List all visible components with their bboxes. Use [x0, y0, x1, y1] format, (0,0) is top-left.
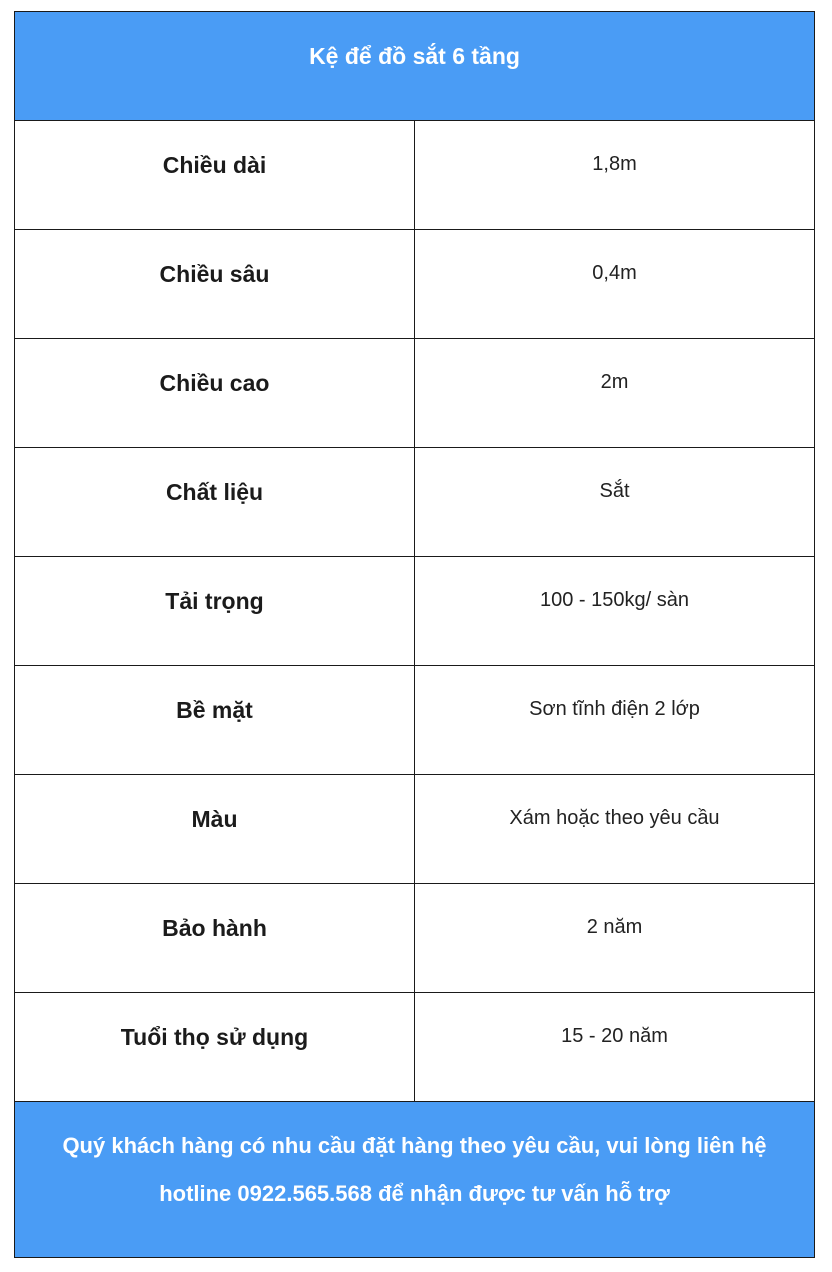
table-row	[15, 993, 815, 1102]
spec-label: Bảo hành	[162, 915, 267, 941]
spec-label-cell	[15, 230, 415, 339]
spec-value-cell	[415, 230, 815, 339]
spec-value: 1,8m	[592, 153, 637, 175]
table-row	[15, 339, 815, 448]
table-row	[15, 230, 815, 339]
spec-label: Chất liệu	[165, 479, 264, 505]
spec-value-cell	[415, 448, 815, 557]
table-header-row	[15, 12, 815, 121]
spec-label: Bề mặt	[176, 697, 253, 723]
spec-value: 100 - 150kg/ sàn	[540, 589, 689, 611]
spec-value: Sắt	[599, 480, 630, 502]
spec-label-cell	[15, 666, 415, 775]
spec-table	[14, 11, 815, 1258]
table-header-cell	[15, 12, 815, 121]
spec-label: Chiều cao	[159, 370, 270, 396]
table-row	[15, 666, 815, 775]
spec-label-cell	[15, 775, 415, 884]
spec-label-cell	[15, 339, 415, 448]
spec-value: 2 năm	[586, 916, 643, 938]
spec-value-cell	[415, 993, 815, 1102]
table-row	[15, 557, 815, 666]
spec-label: Tuổi thọ sử dụng	[120, 1024, 309, 1050]
spec-label: Tải trọng	[165, 588, 264, 614]
spec-value: 15 - 20 năm	[561, 1025, 668, 1047]
hotline-notice: Quý khách hàng có nhu cầu đặt hàng theo yêu cầu, vui lòng liên hệ hotline 0922.565.568 để nhận được tư vấn hỗ trợ	[62, 1133, 767, 1206]
spec-value-cell	[415, 775, 815, 884]
spec-value: 2m	[600, 371, 629, 393]
spec-value: Xám hoặc theo yêu cầu	[509, 807, 720, 829]
spec-value-cell	[415, 121, 815, 230]
spec-value: 0,4m	[592, 262, 637, 284]
spec-label-cell	[15, 448, 415, 557]
spec-label-cell	[15, 993, 415, 1102]
spec-value: Sơn tĩnh điện 2 lớp	[529, 698, 700, 720]
table-footer-cell	[15, 1102, 815, 1258]
spec-label: Chiều sâu	[159, 261, 270, 287]
spec-value-cell	[415, 884, 815, 993]
spec-label: Màu	[191, 806, 238, 832]
table-row	[15, 121, 815, 230]
spec-label: Chiều dài	[162, 152, 267, 178]
spec-label-cell	[15, 884, 415, 993]
spec-value-cell	[415, 666, 815, 775]
table-row	[15, 448, 815, 557]
table-footer-row	[15, 1102, 815, 1258]
table-row	[15, 884, 815, 993]
spec-value-cell	[415, 557, 815, 666]
table-row	[15, 775, 815, 884]
table-title: Kệ để đồ sắt 6 tầng	[309, 43, 520, 69]
spec-label-cell	[15, 557, 415, 666]
spec-value-cell	[415, 339, 815, 448]
spec-label-cell	[15, 121, 415, 230]
